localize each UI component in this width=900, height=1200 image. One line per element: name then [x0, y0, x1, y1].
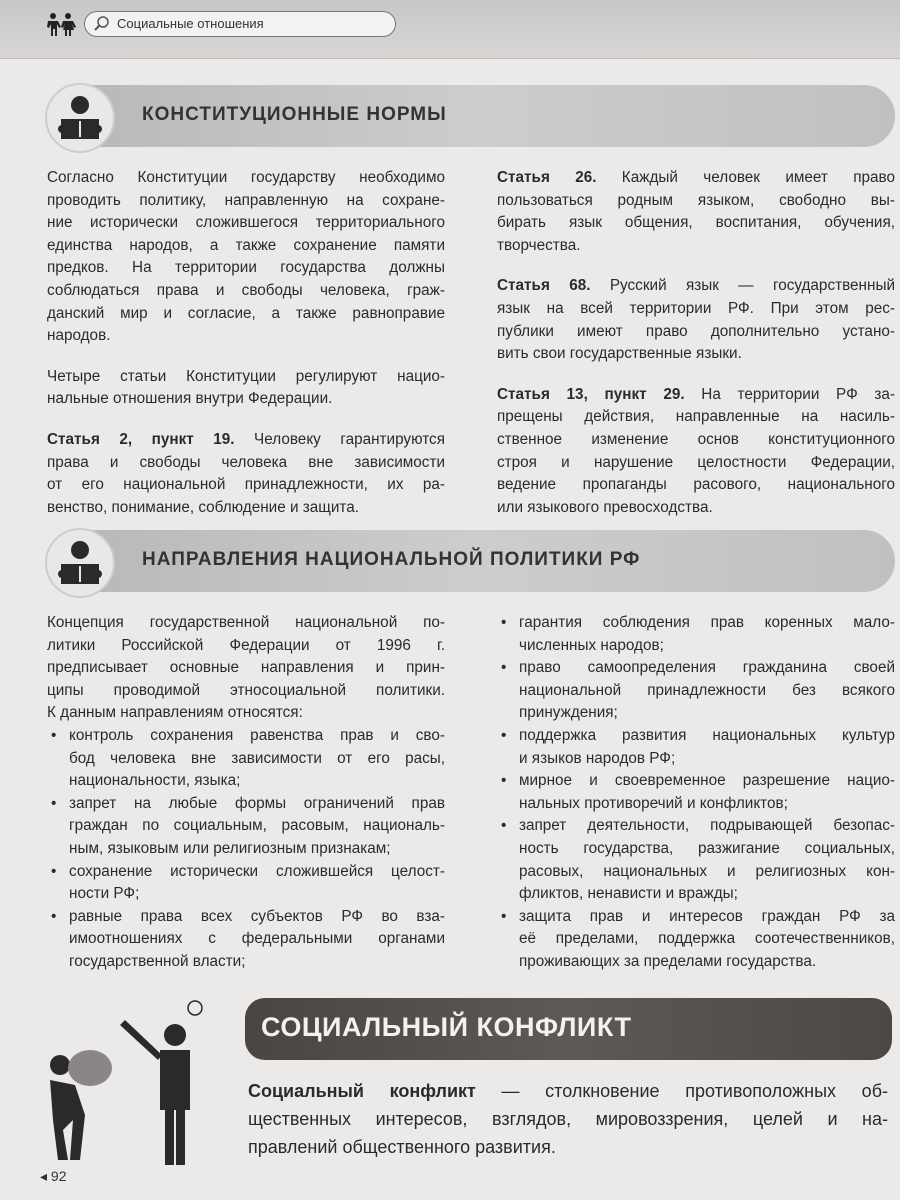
line-text: данский мир и согласие, а также равноправие [47, 304, 445, 322]
list-item [47, 861, 445, 906]
line-text: К данным направлениям относятся: [47, 704, 303, 722]
line-text: мирное и своевременное разрешение нацио- [519, 772, 895, 790]
text-line [47, 612, 445, 635]
text-line [519, 861, 895, 884]
text-line [519, 838, 895, 861]
text-line [47, 429, 445, 452]
paragraph [497, 167, 895, 257]
text-line [69, 883, 445, 906]
bullet-icon: • [51, 794, 57, 812]
text-line [47, 212, 445, 235]
text-line [497, 275, 895, 298]
paragraph [497, 384, 895, 520]
text-line [47, 474, 445, 497]
bold-term: Статья 26. [497, 169, 597, 186]
national-policy-right-column [497, 612, 895, 974]
paragraph [47, 366, 445, 411]
line-text: национальности, языка; [69, 772, 241, 790]
line-text: Согласно Конституции государству необходимо [47, 169, 445, 186]
line-text: народов. [47, 327, 111, 345]
line-text: ципы проводимой этносоциальной политики. [47, 681, 445, 699]
paragraph [47, 429, 445, 519]
bullet-icon: • [501, 817, 507, 835]
topic-label: Социальные отношения [117, 16, 264, 31]
line-text: соблюдаться права и свободы человека, граж- [47, 281, 445, 299]
bold-term: Статья 13, пункт 29. [497, 385, 685, 403]
text-line [47, 167, 445, 190]
line-text: государственной власти; [69, 952, 246, 970]
line-text: ность государства, разжигание социальных, [519, 839, 895, 857]
text-line [519, 657, 895, 680]
line-text: защита прав и интересов граждан РФ за [519, 907, 895, 925]
national-policy-left-column [47, 612, 445, 974]
bullet-icon: • [501, 659, 507, 677]
text-line [519, 770, 895, 793]
line-text: предписывает основные направления и прин- [47, 659, 445, 677]
list-item [497, 815, 895, 905]
social-conflict-definition [248, 1077, 888, 1161]
line-text: Русский язык — государственный [590, 277, 895, 295]
line-text: поддержка развития национальных культур [519, 726, 895, 744]
section-header-constitutional-norms [60, 85, 895, 147]
text-line [69, 815, 445, 838]
section-title: КОНСТИТУЦИОННЫЕ НОРМЫ [142, 104, 447, 125]
bullet-icon: • [501, 614, 507, 631]
text-line [519, 612, 895, 635]
list-item [497, 770, 895, 815]
text-line [69, 725, 445, 748]
section-header-national-policy [60, 530, 895, 592]
text-line [47, 190, 445, 213]
list-item [47, 793, 445, 861]
line-text: венство, понимание, соблюдение и защита. [47, 498, 360, 516]
line-text: от его национальной принадлежности, их ра- [47, 476, 445, 494]
line-text: вить свои государственные языки. [497, 345, 742, 363]
bold-term: Статья 2, пункт 19. [47, 430, 235, 448]
text-line [497, 343, 895, 366]
line-text: нальные отношения внутри Федерации. [47, 390, 333, 408]
line-text: бод человека вне зависимости от его расы, [69, 749, 445, 767]
text-line [47, 497, 445, 520]
bullet-icon: • [501, 726, 507, 744]
line-text: право самоопределения гражданина своей [519, 659, 895, 677]
text-line [497, 429, 895, 452]
line-text: Концепция государственной национальной по- [47, 614, 445, 631]
line-text: расовых, национальных и религиозных кон- [519, 862, 895, 880]
text-line [497, 167, 895, 190]
text-line [69, 770, 445, 793]
line-text: проживающих за пределами государства. [519, 952, 817, 970]
line-text: ным, языковым или религиозным признакам; [69, 839, 391, 857]
constitutional-norms-right-column [497, 167, 895, 537]
line-text: Каждый человек имеет право [596, 169, 895, 186]
line-text: — столкновение противоположных об- [475, 1081, 888, 1101]
reader-icon [45, 83, 115, 153]
text-line [69, 793, 445, 816]
line-text: и языков народов РФ; [519, 749, 676, 767]
text-line [47, 657, 445, 680]
text-line [519, 883, 895, 906]
text-line [69, 748, 445, 771]
line-text: граждан по социальным, расовым, националь- [69, 817, 445, 835]
line-text: На территории РФ за- [684, 385, 896, 403]
text-line [47, 235, 445, 258]
line-text: контроль сохранения равенства прав и сво- [69, 726, 445, 744]
text-line [69, 928, 445, 951]
text-line [519, 680, 895, 703]
people-icon [44, 12, 78, 36]
line-text: гарантия соблюдения прав коренных мало- [519, 614, 895, 631]
text-line [47, 303, 445, 326]
text-line [248, 1105, 888, 1133]
text-line [519, 815, 895, 838]
line-text: единства народов, а также сохранение памяти [47, 236, 445, 254]
intro-paragraph [47, 612, 445, 725]
line-text: нальных противоречий и конфликтов; [519, 794, 788, 812]
line-text: ности РФ; [69, 885, 140, 903]
text-line [69, 861, 445, 884]
bold-term: Социальный конфликт [248, 1081, 476, 1101]
text-line [519, 635, 895, 658]
text-line [47, 325, 445, 348]
line-text: запрет деятельности, подрывающей безопас- [519, 817, 895, 835]
line-text: или языкового превосходства. [497, 498, 713, 516]
text-line [497, 406, 895, 429]
bullet-icon: • [51, 907, 57, 925]
line-text: ведение пропаганды расового, национального [497, 476, 895, 494]
line-text: правлений общественного развития. [248, 1137, 556, 1157]
text-line [47, 388, 445, 411]
line-text: предков. На территории государства должны [47, 259, 445, 277]
section-title: НАПРАВЛЕНИЯ НАЦИОНАЛЬНОЙ ПОЛИТИКИ РФ [142, 549, 641, 570]
conflict-figures-illustration [35, 990, 215, 1170]
line-text: Человеку гарантируются [234, 430, 445, 448]
bullet-icon: • [51, 862, 57, 880]
text-line [519, 928, 895, 951]
text-line [519, 725, 895, 748]
line-text: её пределами, поддержка соотечественников, [519, 930, 895, 948]
text-line [497, 235, 895, 258]
running-header [0, 0, 900, 59]
text-line [497, 298, 895, 321]
line-text: численных народов; [519, 636, 664, 654]
bullet-icon: • [501, 907, 507, 925]
text-line [69, 951, 445, 974]
text-line [248, 1133, 888, 1161]
line-text: язык на всей территории РФ. При этом рес- [497, 299, 895, 317]
line-text: прещены действия, направленные на насиль- [497, 408, 895, 426]
line-text: творчества. [497, 236, 581, 254]
text-line [519, 748, 895, 771]
line-text: принуждения; [519, 704, 618, 722]
text-line [69, 838, 445, 861]
bullet-icon: • [51, 726, 57, 744]
line-text: Четыре статьи Конституции регулируют нацио- [47, 367, 445, 385]
section-title: СОЦИАЛЬНЫЙ КОНФЛИКТ [261, 1012, 632, 1042]
line-text: фликтов, ненависти и вражды; [519, 885, 738, 903]
line-text: имоотношениях с федеральными органами [69, 930, 445, 948]
text-line [47, 366, 445, 389]
line-text: права и свободы человека вне зависимости [47, 453, 445, 471]
bullet-icon: • [501, 772, 507, 790]
text-line [47, 452, 445, 475]
page-number-value: 92 [50, 1168, 67, 1184]
list-item [47, 725, 445, 793]
line-text: литики Российской Федерации от 1996 г. [47, 636, 445, 654]
text-line [497, 474, 895, 497]
text-line [497, 384, 895, 407]
bold-term: Статья 68. [497, 277, 591, 295]
line-text: публики имеют право дополнительно устано- [497, 322, 895, 340]
list-item [497, 612, 895, 657]
text-line [497, 212, 895, 235]
line-text: национальной принадлежности без всякого [519, 681, 895, 699]
line-text: ственное изменение основ конституционного [497, 430, 895, 448]
page-number: ◂ 92 [40, 1168, 67, 1184]
text-line [519, 793, 895, 816]
section-header-social-conflict [245, 998, 892, 1060]
text-line [47, 702, 445, 725]
line-text: щественных интересов, взглядов, мировоззрения, целей и на- [248, 1109, 888, 1129]
line-text: равные права всех субъектов РФ во вза- [69, 907, 445, 925]
paragraph [497, 275, 895, 365]
list-item [47, 906, 445, 974]
text-line [519, 951, 895, 974]
line-text: проводить политику, направленную на сохране- [47, 191, 445, 209]
line-text: ние исторически сложившегося территориального [47, 214, 445, 232]
text-line [47, 680, 445, 703]
line-text: запрет на любые формы ограничений прав [69, 794, 445, 812]
text-line [497, 497, 895, 520]
text-line [519, 906, 895, 929]
text-line [47, 635, 445, 658]
line-text: бирать язык общения, воспитания, обучения, [497, 214, 895, 232]
line-text: пользоваться родным языком, свободно вы- [497, 191, 895, 209]
text-line [519, 702, 895, 725]
text-line [497, 190, 895, 213]
topic-search-pill [84, 11, 396, 37]
constitutional-norms-left-column [47, 167, 445, 537]
text-line [47, 257, 445, 280]
text-line [497, 321, 895, 344]
line-text: строя и нарушение целостности Федерации, [497, 453, 895, 471]
text-line [47, 280, 445, 303]
search-icon [93, 15, 111, 33]
paragraph [47, 167, 445, 348]
list-item [497, 906, 895, 974]
list-item [497, 657, 895, 725]
text-line [248, 1077, 888, 1105]
text-line [497, 452, 895, 475]
reader-icon [45, 528, 115, 598]
line-text: сохранение исторически сложившейся целост- [69, 862, 445, 880]
text-line [69, 906, 445, 929]
list-item [497, 725, 895, 770]
